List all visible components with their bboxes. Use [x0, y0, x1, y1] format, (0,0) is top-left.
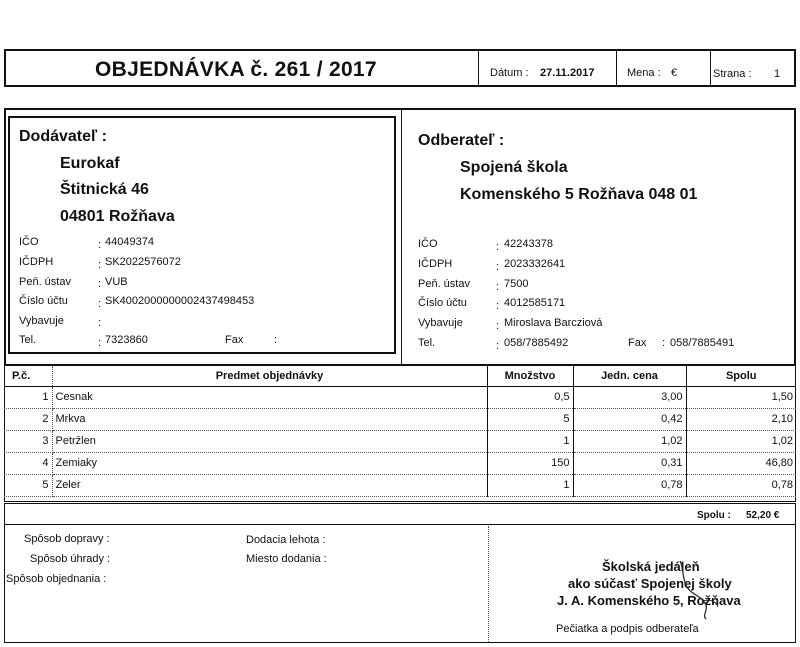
customer-account-value: 4012585171: [504, 297, 566, 309]
page-label: Strana :: [713, 68, 752, 80]
supplier-title: Dodávateľ :: [19, 128, 107, 145]
row-no: 5: [4, 474, 52, 496]
col-header-qty: Množstvo: [487, 366, 573, 386]
supplier-city: 04801 Rožňava: [60, 208, 175, 225]
table-row: [4, 408, 796, 430]
order-method-label: Spôsob objednania :: [6, 573, 107, 585]
row-qty: 1: [487, 474, 573, 496]
row-qty: 5: [487, 408, 573, 430]
row-qty: 1: [487, 430, 573, 452]
supplier-contact-label: Vybavuje: [19, 315, 64, 327]
row-price: 0,31: [573, 452, 686, 474]
signature-scribble: [672, 555, 732, 625]
stamp-line-1: Školská jedáleň: [602, 559, 700, 574]
supplier-ico-value: 44049374: [105, 236, 154, 248]
payment-label: Spôsob úhrady :: [30, 553, 111, 565]
supplier-colons: : : : : : :: [98, 239, 102, 349]
delivery-place-label: Miesto dodania :: [246, 553, 327, 565]
row-price: 0,42: [573, 408, 686, 430]
table-row: [4, 452, 796, 474]
order-title: OBJEDNÁVKA č. 261 / 2017: [95, 58, 377, 81]
supplier-icdph-value: SK2022576072: [105, 256, 181, 268]
customer-bank-value: 7500: [504, 278, 529, 290]
customer-fax-colon: :: [662, 337, 666, 349]
row-qty: 0,5: [487, 386, 573, 408]
transport-label: Spôsob dopravy :: [24, 533, 110, 545]
row-total: 2,10: [686, 408, 796, 430]
row-name: Petržlen: [52, 430, 487, 452]
supplier-fax-colon: :: [274, 334, 278, 346]
customer-fax-value: 058/7885491: [670, 337, 735, 349]
row-total: 46,80: [686, 452, 796, 474]
stamp-line-2: ako súčasť Spojenej školy: [568, 576, 732, 591]
table-row: [4, 430, 796, 452]
supplier-ico-label: IČO: [19, 236, 39, 248]
customer-name: Spojená škola: [460, 159, 568, 176]
col-header-total: Spolu: [686, 366, 796, 386]
customer-tel-value: 058/7885492: [504, 337, 569, 349]
row-no: 1: [4, 386, 52, 408]
supplier-box: [8, 116, 396, 354]
supplier-bank-value: VUB: [105, 276, 128, 288]
items-table: [4, 366, 796, 497]
row-name: Zeler: [52, 474, 487, 496]
header-divider-1: [478, 51, 479, 85]
customer-title: Odberateľ :: [418, 132, 505, 149]
currency-value: €: [671, 67, 678, 79]
customer-bank-label: Peň. ústav: [418, 278, 470, 290]
supplier-account-value: SK4002000000002437498453: [105, 295, 255, 307]
supplier-street: Štitnická 46: [60, 181, 149, 198]
col-header-no: P.č.: [4, 366, 52, 386]
sum-row: [4, 503, 796, 525]
delivery-time-label: Dodacia lehota :: [246, 534, 326, 546]
date-value: 27.11.2017: [540, 67, 595, 79]
row-total: 0,78: [686, 474, 796, 496]
row-total: 1,02: [686, 430, 796, 452]
customer-address: Komenského 5 Rožňava 048 01: [460, 186, 698, 203]
row-name: Mrkva: [52, 408, 487, 430]
customer-ico-value: 42243378: [504, 238, 553, 250]
supplier-account-label: Číslo účtu: [19, 295, 68, 307]
customer-contact-value: Miroslava Barcziová: [504, 317, 603, 329]
customer-colons: : : : : : :: [496, 241, 500, 352]
row-price: 3,00: [573, 386, 686, 408]
header-divider-3: [710, 51, 711, 85]
date-label: Dátum :: [490, 67, 529, 79]
col-header-price: Jedn. cena: [573, 366, 686, 386]
supplier-icdph-label: IČDPH: [19, 256, 54, 268]
customer-icdph-value: 2023332641: [504, 258, 566, 270]
table-row: [4, 386, 796, 408]
currency-label: Mena :: [627, 67, 661, 79]
sum-label: Spolu :: [697, 510, 731, 521]
customer-icdph-label: IČDPH: [418, 258, 453, 270]
col-header-name: Predmet objednávky: [52, 366, 487, 386]
items-header-row: [4, 366, 796, 386]
customer-fax-label: Fax: [628, 337, 647, 349]
sum-value: 52,20 €: [746, 510, 780, 521]
supplier-name: Eurokaf: [60, 155, 120, 172]
row-price: 1,02: [573, 430, 686, 452]
row-no: 3: [4, 430, 52, 452]
parties-divider: [401, 110, 402, 364]
supplier-bank-label: Peň. ústav: [19, 276, 71, 288]
row-name: Cesnak: [52, 386, 487, 408]
row-price: 0,78: [573, 474, 686, 496]
customer-account-label: Číslo účtu: [418, 297, 467, 309]
supplier-fax-label: Fax: [225, 334, 244, 346]
footer-divider: [488, 526, 489, 642]
signature-caption: Pečiatka a podpis odberateľa: [556, 623, 699, 635]
customer-tel-label: Tel.: [418, 337, 436, 349]
table-row: [4, 474, 796, 496]
row-no: 4: [4, 452, 52, 474]
supplier-tel-label: Tel.: [19, 334, 37, 346]
customer-ico-label: IČO: [418, 238, 438, 250]
header-divider-2: [616, 51, 617, 85]
supplier-tel-value: 7323860: [105, 334, 148, 346]
row-name: Zemiaky: [52, 452, 487, 474]
stamp-line-3: J. A. Komenského 5, Rožňava: [557, 593, 741, 608]
page-value: 1: [774, 68, 781, 80]
row-no: 2: [4, 408, 52, 430]
row-qty: 150: [487, 452, 573, 474]
customer-contact-label: Vybavuje: [418, 317, 463, 329]
row-total: 1,50: [686, 386, 796, 408]
